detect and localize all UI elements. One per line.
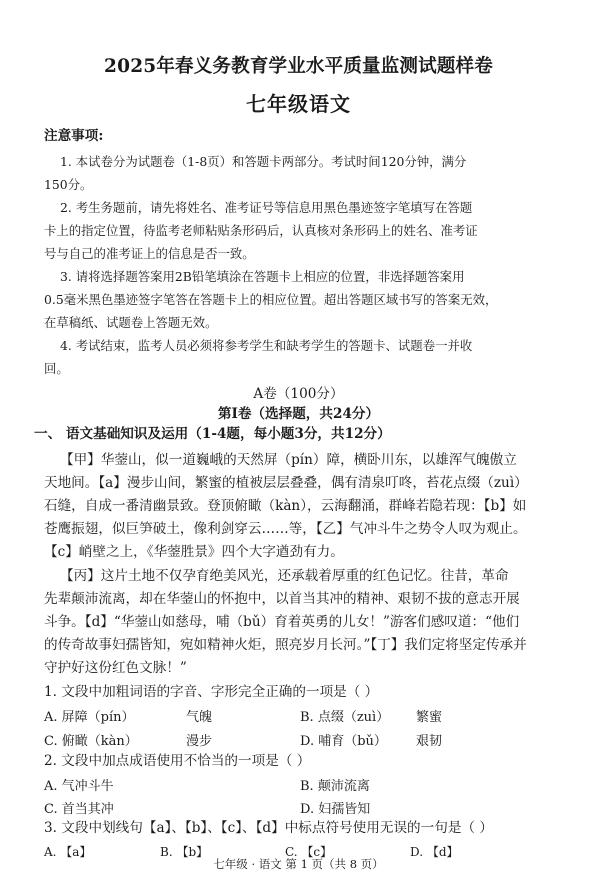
passage-line: 【c】峭壁之上，《华蓥胜景》四个大字遒劲有力。 <box>44 544 344 560</box>
option-b: B. 颠沛流离 <box>300 779 370 794</box>
notes-heading: 注意事项: <box>44 128 104 144</box>
option-b: B. 点缀（zuì） <box>300 710 390 725</box>
option-c: C. 【c】 <box>285 845 333 859</box>
notes-line: 1. 本试卷分为试题卷（1-8页）和答题卡两部分。考试时间120分钟，满分 <box>60 154 467 169</box>
passage-line: 斗争。【d】“华蓥山如慈母，哺（bǔ）育着英勇的儿女！”游客们感叹道：“他们 <box>44 614 520 630</box>
option-c-word: 漫步 <box>186 734 213 749</box>
passage-line: 石缝，自成一番清幽景致。登顶俯瞰（kàn），云海翻涌，群峰若隐若现：【b】如 <box>44 498 527 514</box>
passage-line: 【甲】华蓥山，似一道巍峨的天然屏（pín）障，横卧川东，以雄浑气魄傲立 <box>60 452 517 468</box>
question-stem: 2. 文段中加点成语使用不恰当的一项是（ ） <box>44 753 311 769</box>
section-heading: 一、 语文基础知识及运用（1-4题，每小题3分，共12分） <box>34 426 391 442</box>
option-d: D. 哺育（bǔ） <box>300 734 387 749</box>
volume-a-heading: A卷（100分） <box>253 386 344 402</box>
notes-line: 150分。 <box>44 177 93 192</box>
notes-line: 4. 考试结束，监考人员必须将参考学生和缺考学生的答题卡、试题卷一并收 <box>60 338 473 353</box>
notes-line: 在草稿纸、试题卷上答题无效。 <box>44 315 218 330</box>
option-b: B. 【b】 <box>160 845 209 859</box>
part1-heading: 第Ⅰ卷（选择题，共24分） <box>217 406 380 422</box>
notes-line: 2. 考生务题前，请先将姓名、准考证号等信息用黑色墨迹签字笔填写在答题 <box>60 200 473 215</box>
passage-line: 守护好这份红色文脉！” <box>44 660 187 676</box>
option-a: A. 【a】 <box>44 845 92 859</box>
passage-line: 【丙】这片土地不仅孕育绝美风光，还承载着厚重的红色记忆。往昔，革命 <box>60 568 509 584</box>
exam-subtitle: 七年级语文 <box>246 92 351 116</box>
notes-line: 回。 <box>44 361 69 376</box>
question-stem: 1. 文段中加粗词语的字音、字形完全正确的一项是（ ） <box>44 684 379 700</box>
option-a-word: 气魄 <box>186 710 213 725</box>
option-a: A. 屏障（pín） <box>44 710 135 725</box>
notes-line: 卡上的指定位置，待监考老师粘贴条形码后，认真核对条形码上的姓名、准考证 <box>44 223 478 238</box>
question-stem: 3. 文段中划线句【a】、【b】、【c】、【d】中标点符号使用无误的一句是（ ） <box>44 820 493 836</box>
passage-line: 天地间。【a】漫步山间，繁蜜的植被层层叠叠，偶有清泉叮咚，苔花点缀（zuì） <box>44 475 528 491</box>
option-c: C. 俯瞰（kàn） <box>44 734 138 749</box>
option-a: A. 气冲斗牛 <box>44 779 114 794</box>
option-d: D. 【d】 <box>410 845 459 859</box>
passage-line: 的传奇故事妇孺皆知，宛如精神火炬，照亮岁月长河。”【丁】我们定将坚定传承并 <box>44 637 527 653</box>
notes-line: 号与自己的准考证上的信息是否一致。 <box>44 246 255 261</box>
option-b-word: 繁蜜 <box>416 710 443 725</box>
passage-line: 先辈颠沛流离，却在华蓥山的怀抱中，以首当其冲的精神、艰韧不拔的意志开展 <box>44 591 520 607</box>
option-d-word: 艰韧 <box>416 734 443 749</box>
page-footer: 七年级 · 语文 第 1 页（共 8 页） <box>213 857 384 871</box>
notes-line: 0.5毫米黑色墨迹签字笔答在答题卡上的相应位置。超出答题区域书写的答案无效， <box>44 292 498 307</box>
notes-line: 3. 请将选择题答案用2B铅笔填涂在答题卡上相应的位置，非选择题答案用 <box>60 269 465 284</box>
option-c: C. 首当其冲 <box>44 802 114 817</box>
passage-line: 苍鹰振翅，似巨笋破土，像利剑穿云……等，【乙】气冲斗牛之势令人叹为观止。 <box>44 521 527 537</box>
option-d: D. 妇孺皆知 <box>300 802 371 817</box>
exam-title: 2025年春义务教育学业水平质量监测试题样卷 <box>104 56 493 77</box>
